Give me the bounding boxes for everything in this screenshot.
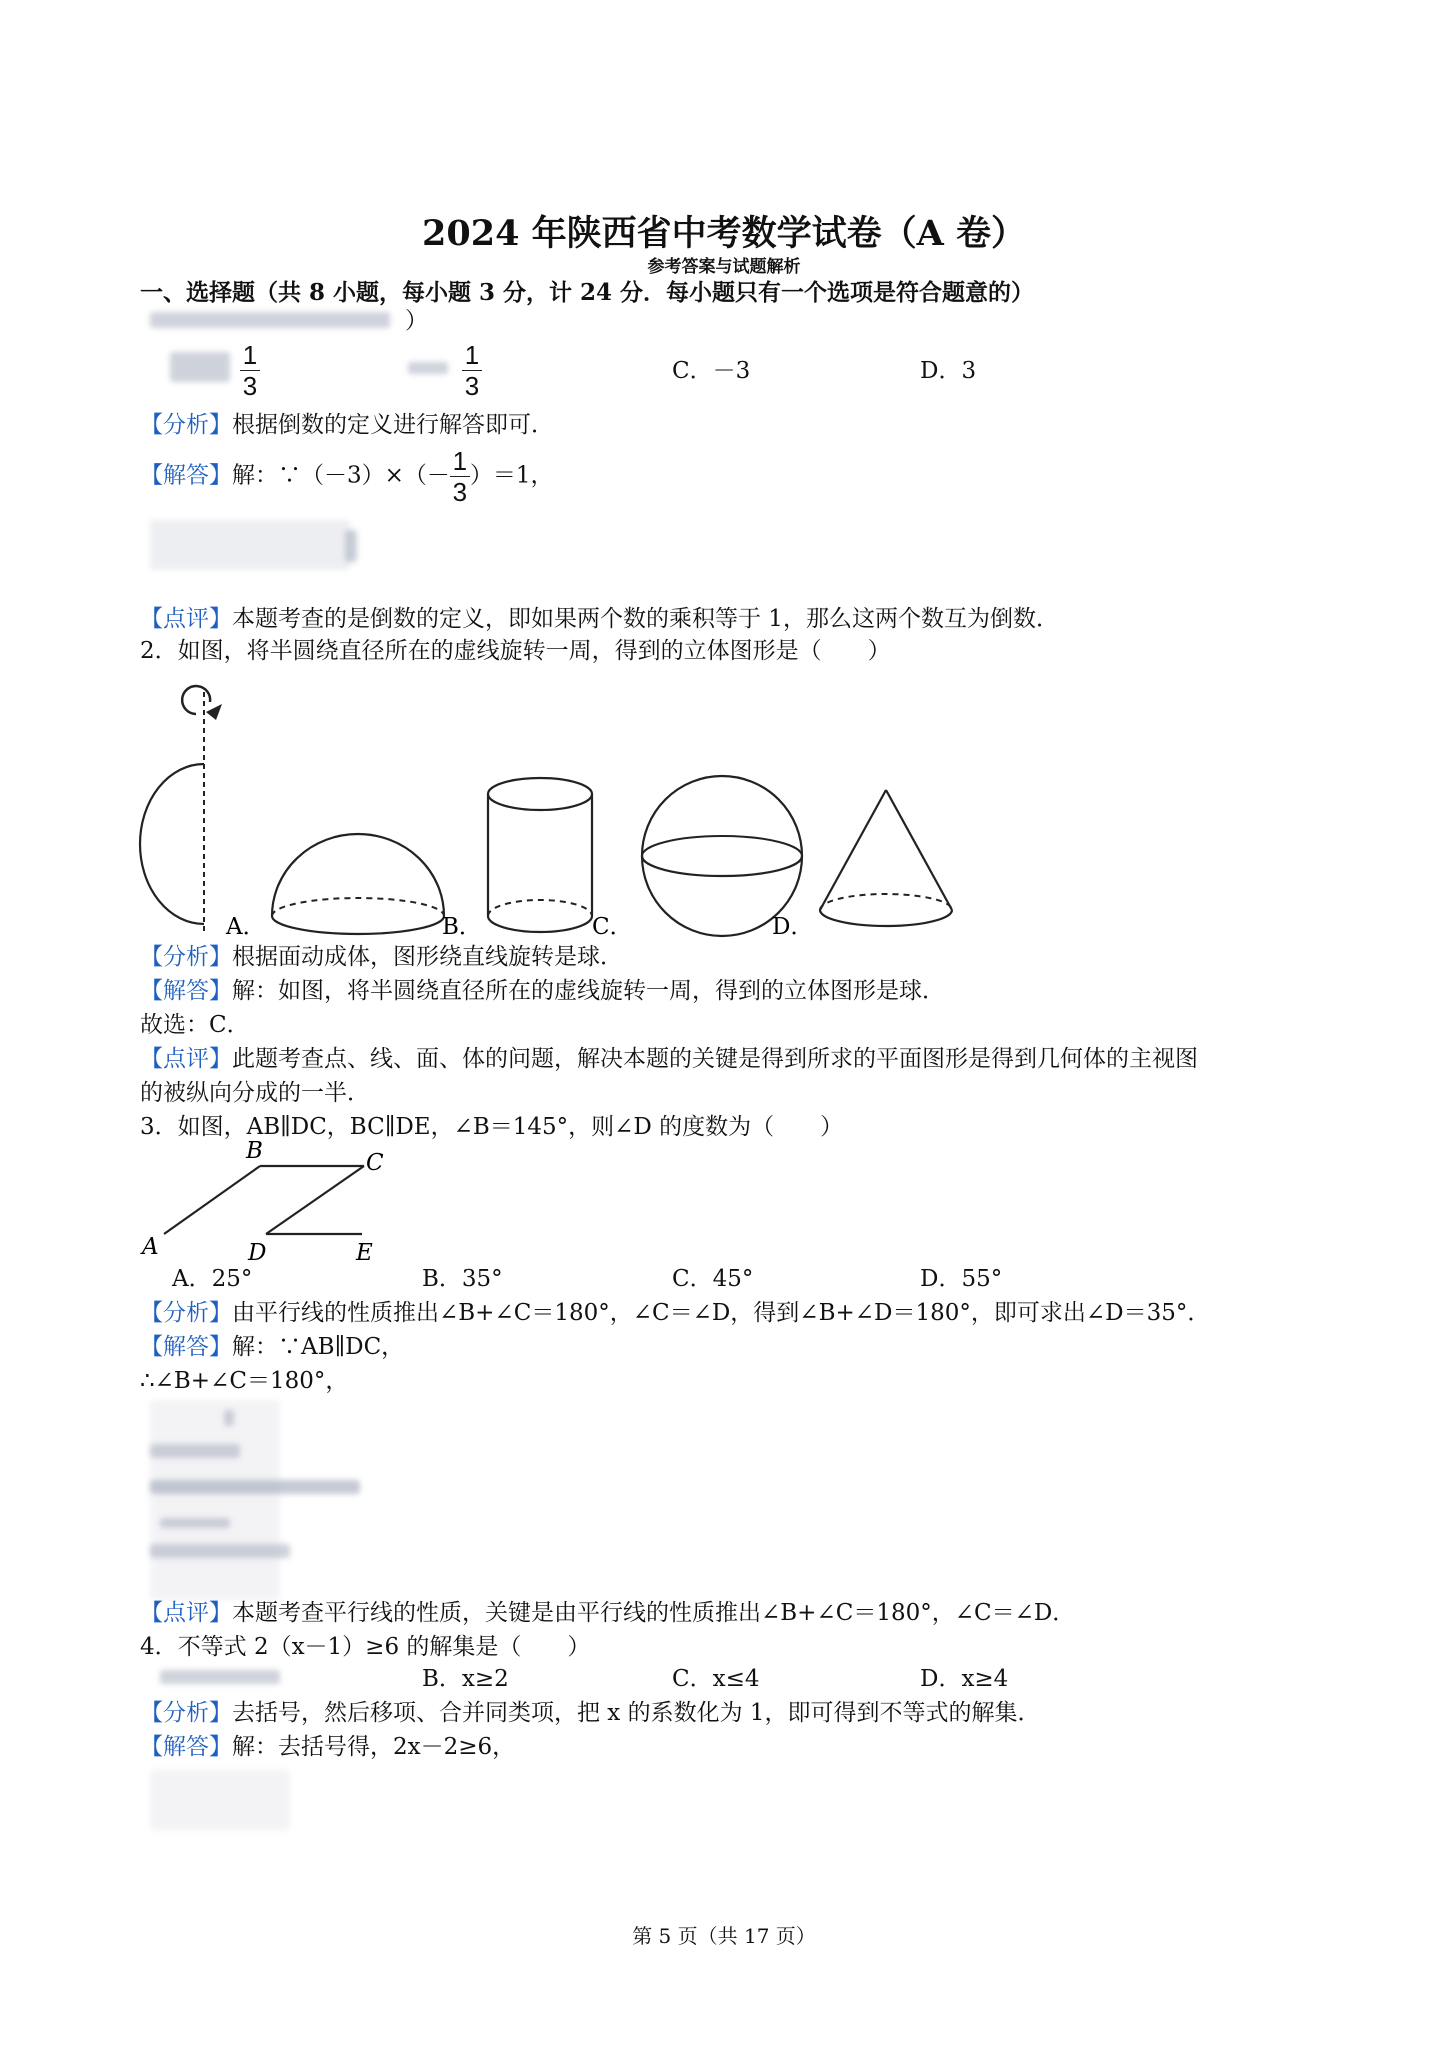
answer-tag: 【解答】	[140, 1734, 232, 1760]
answer-tag: 【解答】	[140, 462, 232, 489]
q1-option-a	[240, 342, 260, 399]
answer-tag: 【解答】	[140, 978, 232, 1004]
hemisphere-shape	[272, 834, 444, 934]
q1-stem-end: ）	[405, 308, 428, 334]
q3-analysis	[140, 1298, 1210, 1328]
q1-a-denominator: 3	[242, 371, 258, 401]
comment-tag: 【点评】	[140, 606, 232, 632]
section-heading: 一、选择题（共 8 小题，每小题 3 分，计 24 分．每小题只有一个选项是符合题意的）	[140, 279, 1035, 306]
q2-comment	[140, 1044, 1198, 1074]
q2-figure	[130, 684, 970, 944]
obscured-option-a	[170, 352, 230, 382]
rotation-arrow-icon	[182, 686, 210, 714]
sphere-shape	[642, 776, 802, 936]
semicircle-shape	[140, 764, 204, 924]
q4-option-b: B．x≥2	[422, 1666, 509, 1692]
segment-ab	[164, 1166, 260, 1234]
q3-figure	[130, 1138, 430, 1268]
point-a-label: A	[142, 1234, 159, 1260]
q3-answer	[140, 1332, 404, 1362]
page-footer: 第 5 页（共 17 页）	[632, 1924, 816, 1948]
q3-comment	[140, 1598, 1075, 1628]
q3-option-c: C．45°	[672, 1266, 754, 1292]
obscured-answer-mark	[345, 530, 357, 562]
q1-comment-text: 本题考查的是倒数的定义，即如果两个数的乘积等于 1，那么这两个数互为倒数．	[232, 606, 1059, 632]
cylinder-shape	[488, 778, 592, 932]
cone-shape	[820, 790, 952, 926]
obscured-solution-region	[150, 1400, 280, 1600]
q3-option-b: B．35°	[422, 1266, 503, 1292]
obscured-option-a	[160, 1670, 280, 1684]
obscured-option-b	[408, 362, 448, 374]
q3-answer-line-1: 解：∵AB∥DC，	[232, 1334, 405, 1360]
q2-label-a: A．	[226, 914, 266, 940]
analysis-tag: 【分析】	[140, 412, 232, 438]
obscured-mark	[160, 1518, 230, 1528]
comment-tag: 【点评】	[140, 1046, 232, 1072]
q4-analysis-text: 去括号，然后移项、合并同类项，把 x 的系数化为 1，即可得到不等式的解集．	[232, 1700, 1041, 1726]
q4-option-d: D．x≥4	[920, 1666, 1009, 1692]
q2-analysis	[140, 942, 623, 972]
page-title: 2024 年陕西省中考数学试卷（A 卷）	[422, 213, 1026, 254]
q3-answer-line-2: ∴∠B+∠C＝180°，	[140, 1368, 349, 1394]
comment-tag: 【点评】	[140, 1600, 232, 1626]
obscured-stem	[150, 312, 390, 328]
obscured-answer-region	[150, 520, 350, 570]
q2-label-c: C．	[592, 914, 633, 940]
q1-analysis	[140, 410, 554, 440]
q1-option-c: C．－3	[672, 358, 751, 384]
q3-option-a: A．25°	[172, 1266, 253, 1292]
q1-comment	[140, 604, 1059, 634]
q2-answer	[140, 976, 945, 1006]
q4-analysis	[140, 1698, 1041, 1728]
q2-label-b: B．	[442, 914, 482, 940]
q1-answer-pre: 解：∵（－3）×（－	[232, 462, 450, 489]
q1-a-numerator: 1	[242, 340, 258, 370]
page-subtitle: 参考答案与试题解析	[647, 257, 801, 277]
q3-stem: 3．如图，AB∥DC，BC∥DE，∠B＝145°，则∠D 的度数为（ ）	[140, 1114, 844, 1140]
analysis-tag: 【分析】	[140, 1300, 232, 1326]
obscured-mark	[150, 1544, 290, 1558]
analysis-tag: 【分析】	[140, 1700, 232, 1726]
obscured-mark	[150, 1444, 240, 1458]
obscured-solution-region	[150, 1770, 290, 1830]
q1-option-b	[462, 342, 482, 399]
q1-b-numerator: 1	[464, 340, 480, 370]
obscured-mark	[150, 1480, 360, 1494]
q2-answer-text: 解：如图，将半圆绕直径所在的虚线旋转一周，得到的立体图形是球．	[232, 978, 945, 1004]
q1-answer	[140, 448, 554, 505]
q3-option-d: D．55°	[920, 1266, 1003, 1292]
point-b-label: B	[246, 1138, 263, 1164]
q4-option-c: C．x≤4	[672, 1666, 760, 1692]
analysis-tag: 【分析】	[140, 944, 232, 970]
q4-answer-text: 解：去括号得，2x－2≥6，	[232, 1734, 516, 1760]
q4-answer	[140, 1732, 515, 1762]
point-e-label: E	[356, 1240, 373, 1266]
q2-comment-cont: 的被纵向分成的一半．	[140, 1080, 370, 1106]
segment-cd	[266, 1166, 364, 1234]
q2-comment-text-1: 此题考查点、线、面、体的问题，解决本题的关键是得到所求的平面图形是得到几何体的主视图	[232, 1046, 1198, 1072]
q2-label-d: D．	[772, 914, 814, 940]
q4-stem: 4．不等式 2（x－1）≥6 的解集是（ ）	[140, 1634, 591, 1660]
q2-analysis-text: 根据面动成体，图形绕直线旋转是球．	[232, 944, 623, 970]
q1-answer-numerator: 1	[452, 446, 468, 476]
q2-stem: 2．如图，将半圆绕直径所在的虚线旋转一周，得到的立体图形是（ ）	[140, 638, 891, 664]
point-c-label: C	[366, 1150, 384, 1176]
q3-analysis-text: 由平行线的性质推出∠B+∠C＝180°，∠C＝∠D，得到∠B+∠D＝180°，即可求出∠D＝35°．	[232, 1300, 1211, 1326]
obscured-mark	[224, 1410, 234, 1426]
q1-option-d: D．3	[920, 358, 977, 384]
q1-analysis-text: 根据倒数的定义进行解答即可．	[232, 412, 554, 438]
q1-b-denominator: 3	[464, 371, 480, 401]
q1-answer-post: ）＝1，	[469, 462, 554, 489]
q3-comment-text: 本题考查平行线的性质，关键是由平行线的性质推出∠B+∠C＝180°，∠C＝∠D．	[232, 1600, 1076, 1626]
answer-tag: 【解答】	[140, 1334, 232, 1360]
point-d-label: D	[248, 1240, 267, 1266]
q2-choice: 故选：C．	[140, 1012, 250, 1038]
q1-answer-denominator: 3	[452, 477, 468, 507]
